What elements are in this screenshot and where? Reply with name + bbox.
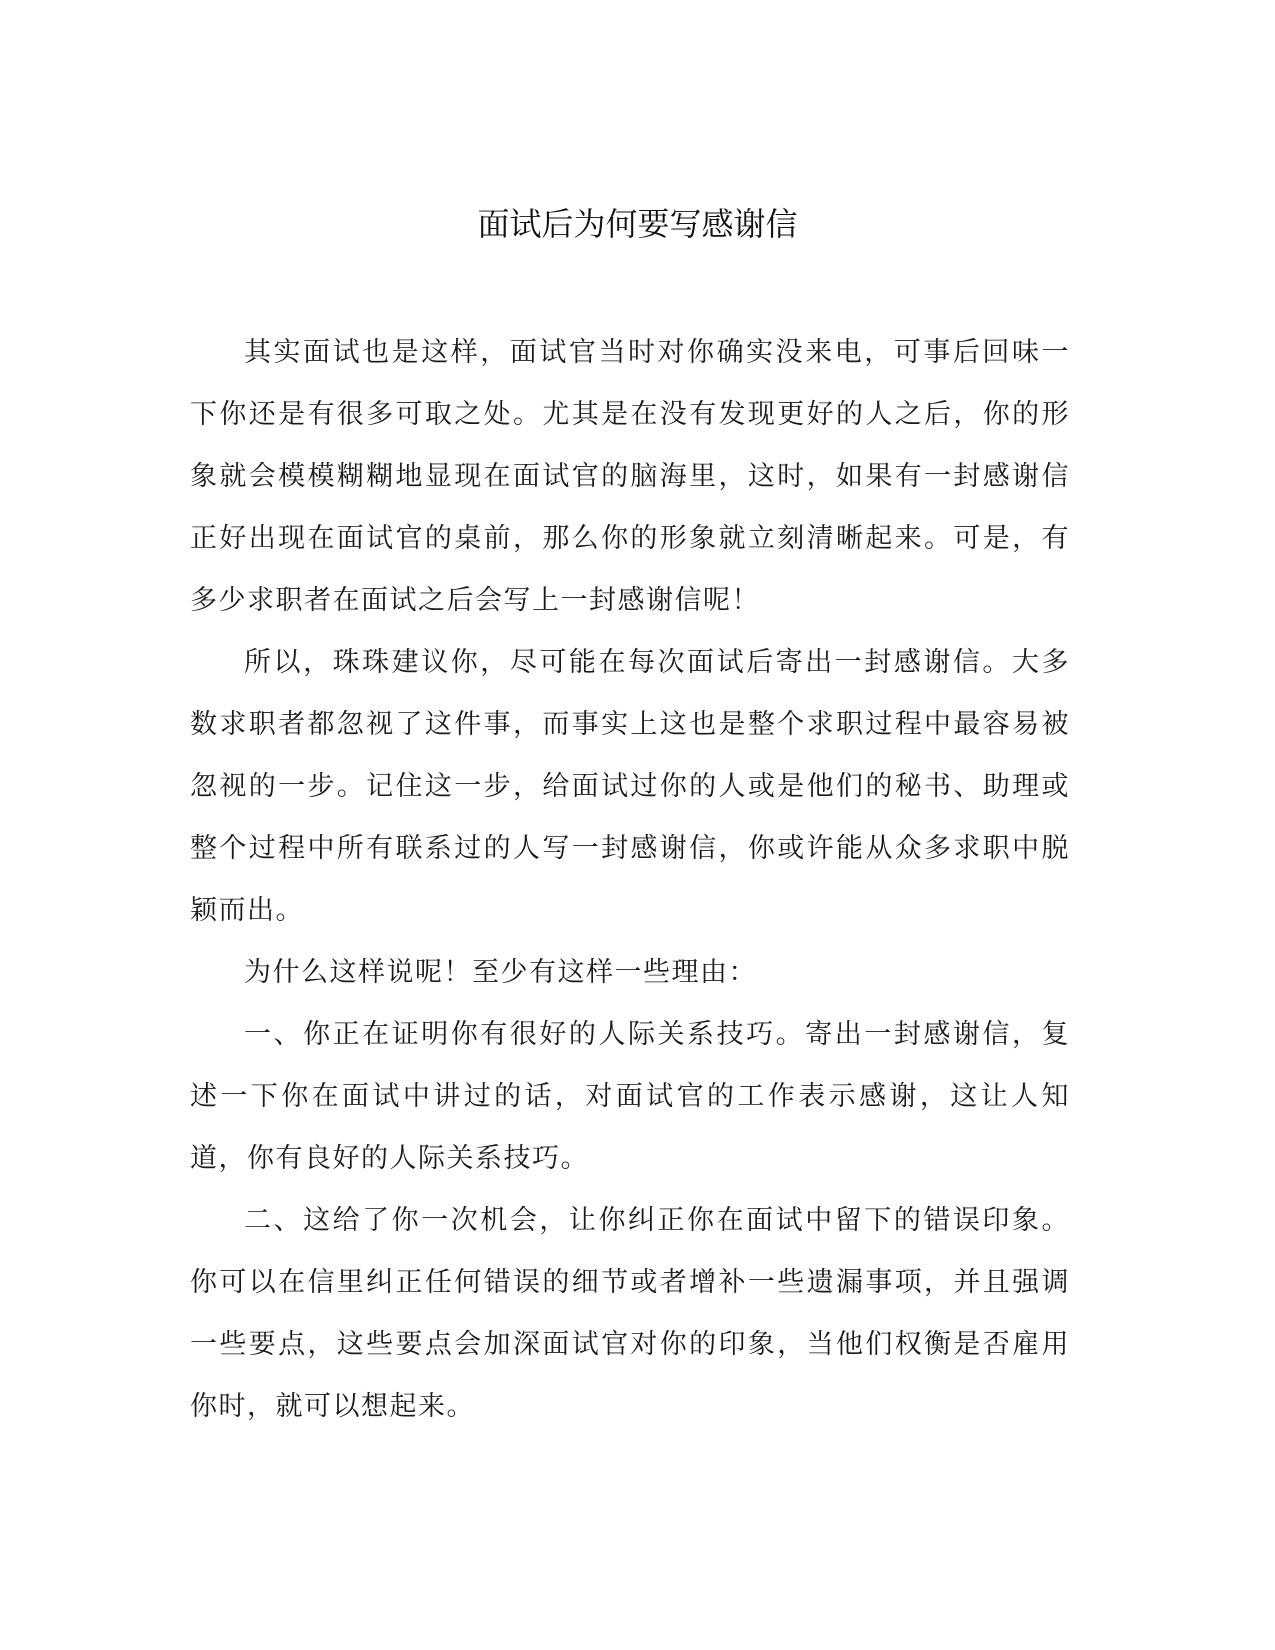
document-body: [190, 322, 1070, 1438]
paragraph: 为什么这样说呢！至少有这样一些理由：: [244, 957, 757, 988]
paragraph: 一、你正在证明你有很好的人际关系技巧。寄出一封感谢信，复述一下你在面试中讲过的话，对面试官的工作表示感谢，这让人知道，你有良好的人际关系技巧。: [190, 1019, 1070, 1174]
paragraph: 所以，珠珠建议你，尽可能在每次面试后寄出一封感谢信。大多数求职者都忽视了这件事，而事实上这也是整个求职过程中最容易被忽视的一步。记住这一步，给面试过你的人或是他们的秘书、助理或整个过程中所有联系过的人写一封感谢信，你或许能从众多求职中脱颖而出。: [190, 647, 1070, 926]
document-title: 面试后为何要写感谢信: [477, 205, 798, 243]
paragraph: 二、这给了你一次机会，让你纠正你在面试中留下的错误印象。你可以在信里纠正任何错误的细节或者增补一些遗漏事项，并且强调一些要点，这些要点会加深面试官对你的印象，当他们权衡是否雇用你时，就可以想起来。: [190, 1205, 1070, 1422]
paragraph: 其实面试也是这样，面试官当时对你确实没来电，可事后回味一下你还是有很多可取之处。尤其是在没有发现更好的人之后，你的形象就会模模糊糊地显现在面试官的脑海里，这时，如果有一封感谢信正好出现在面试官的桌前，那么你的形象就立刻清晰起来。可是，有多少求职者在面试之后会写上一封感谢信呢！: [190, 337, 1070, 616]
